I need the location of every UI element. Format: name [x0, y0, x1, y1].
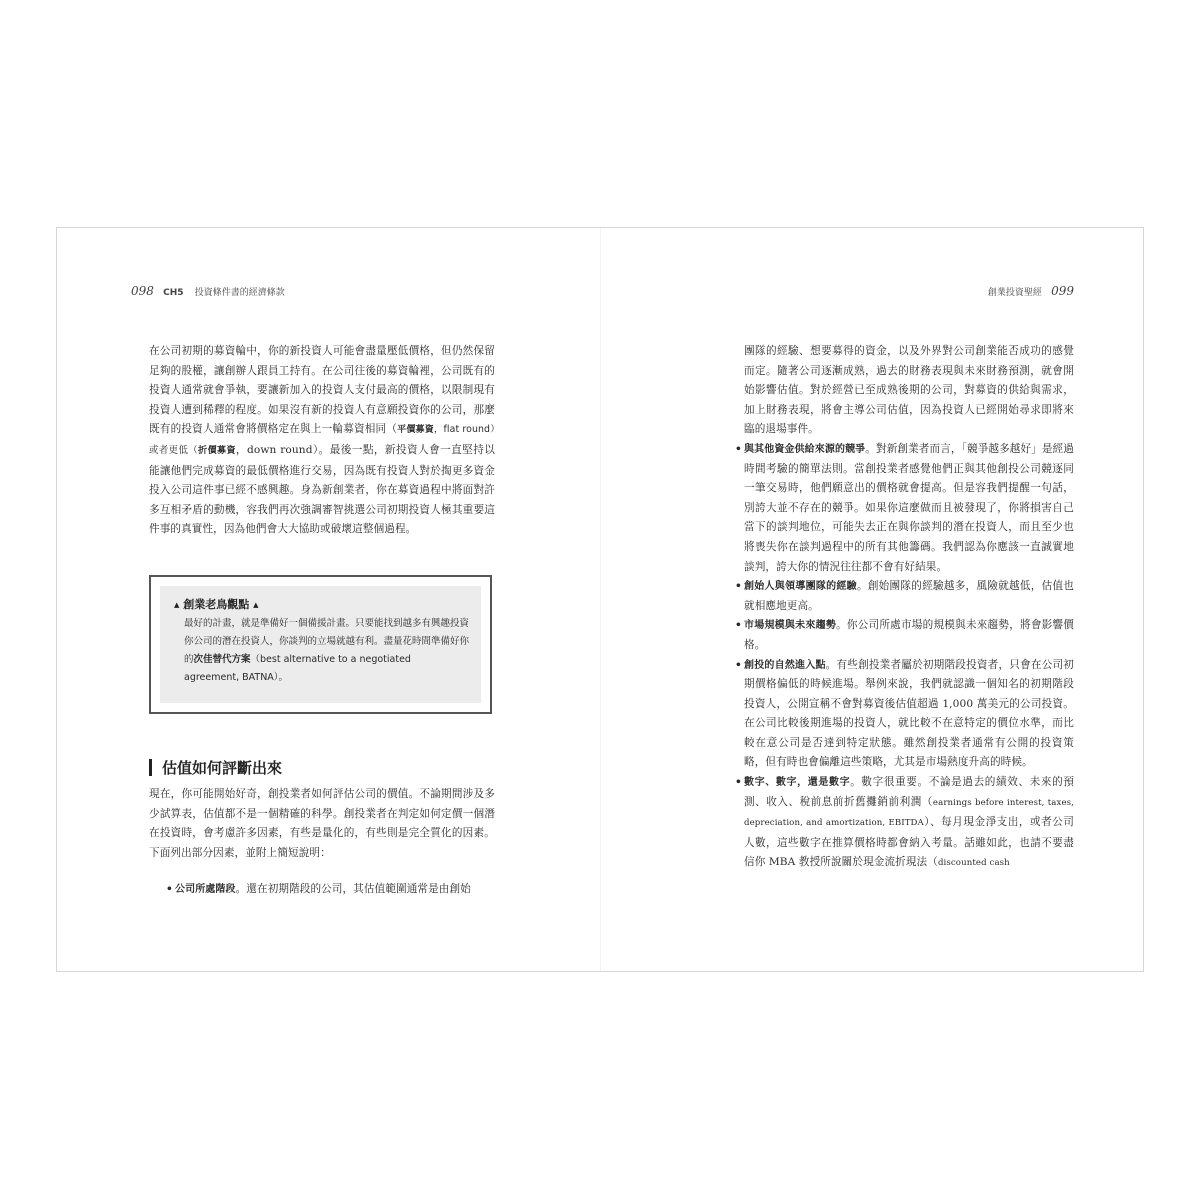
term-flat-round: 平價募資 — [397, 425, 434, 436]
tip-bold-term: 次佳替代方案 — [193, 654, 251, 665]
chapter-label: CH5 — [163, 288, 184, 298]
paragraph-text: ，down round）。最後一點，新投資人會一直堅持以能讓他們完成募資的最低價格進行交易，因為既有投資人對於掏更多資金投入公司這件事已經不感興趣。身為新創業者，你在募資過程中將面對許多互相矛盾的動機，容我們再次強調審智挑選公司初期投資人極其重要這件事的真實性，因為他們會大大協助或破壞這整個過程。 — [149, 443, 495, 536]
list-item — [735, 656, 1074, 774]
right-page-number: 099 — [1051, 284, 1074, 298]
bullet-dot: • — [735, 442, 742, 455]
bullet-dot: • — [735, 619, 742, 632]
list-item — [735, 773, 1075, 874]
left-running-title: 投資條件書的經濟條款 — [194, 288, 285, 298]
triangle-icon: ▲ — [174, 601, 180, 609]
bullet-dot: • — [735, 658, 742, 671]
bullet-text: 。對新創業者而言，「競爭越多越好」是經過時間考驗的簡單法則。當創投業者感覺他們正與其他創投公司競逐同一筆交易時，他們願意出的價格就會提高。但是容我們提醒一句話，別誇大並不存在的競爭。如果你這麼做而且被發現了，你將損害自己當下的談判地位，可能失去正在與你談判的潛在投資人，而且至少也將喪失你在談判過程中的所有其他籌碼。我們認為你應該一直誠實地談判，誇大你的情況往往都不會有好結果。 — [744, 442, 1075, 573]
right-running-header — [988, 284, 1074, 298]
bullet-lead: 市場規模與未來趨勢 — [744, 620, 837, 632]
tip-title-text: 創業老鳥觀點 — [183, 598, 250, 611]
section-heading — [149, 757, 282, 778]
tip-box-inner — [160, 586, 481, 703]
list-item — [735, 440, 1075, 577]
bullet-lead: 創投的自然進入點 — [744, 659, 826, 671]
continuation-paragraph: 團隊的經驗、想要募得的資金，以及外界對公司創業能否成功的感覺而定。隨著公司逐漸成熟，過去的財務表現與未來財務預測，就會開始影響估值。對於經營已至成熟後期的公司，對募資的供給與需求，加上財務表現，將會主導公司估值，因為投資人已經開始尋求即將來臨的退場事件。 — [744, 345, 1074, 436]
bullet-dot: • — [735, 580, 742, 593]
section-title: 估值如何評斷出來 — [162, 759, 283, 777]
left-paragraph-1 — [149, 342, 495, 540]
bullet-text: 。有些創投業者屬於初期階段投資者，只會在公司初期價格偏低的時候進場。舉例來說，我們就認識一個知名的初期階段投資人，公開宣稱不會對募資後估值超過 1,000 萬美元的公司投資。在公司比較後期進場的投資人，就比較不在意特定的價位水準，而比較在意公司是否達到特定狀態。雖然創投業者通常有公開的投資策略，但有時也會偏離這些策略，尤其是市場熱度升高的時候。 — [744, 658, 1074, 769]
bullet-text: 。數字很重要。不論是過去的績效、未來的預測、收入、稅前息前折舊攤銷前利潤（ — [744, 776, 1075, 808]
left-page-number: 098 — [131, 284, 154, 298]
tip-text: 最好的計畫，就是準備好一個備援計畫。只要能找到越多有興趣投資你公司的潛在投資人，你談判的立場就越有利。盡量花時間準備好你的 — [184, 618, 470, 665]
bullet-text: ）、每月現金淨支出，或者公司人數，這些數字在推算價格時都會納入考量。話雖如此，也請不要盡信你 MBA 教授所說關於現金流折現法（ — [744, 816, 1074, 869]
bullet-dot: • — [166, 883, 173, 895]
book-spread — [56, 227, 1144, 972]
bullet-dot: • — [735, 776, 742, 789]
tip-box — [149, 575, 492, 714]
term-down-round: 折價募資 — [198, 445, 236, 456]
tip-text: （best alternative to a negotiated agreement, BATNA）。 — [184, 654, 411, 683]
bullet-text: 。你公司所處市場的規模與未來趨勢，將會影響價格。 — [744, 619, 1075, 651]
english-term: earnings before interest, taxes, depreciation, and amortization, EBITDA — [744, 797, 1074, 829]
bullet-lead: 創始人與領導團隊的經驗 — [744, 581, 857, 593]
english-term: discounted cash — [937, 858, 1010, 869]
list-item — [166, 880, 495, 900]
bullet-lead: 數字、數字，還是數字 — [744, 777, 851, 789]
triangle-icon: ▲ — [253, 601, 259, 609]
bullet-text: 。創始團隊的經驗越多，風險就越低，估值也就相應地更高。 — [744, 580, 1075, 612]
tip-body — [174, 615, 469, 687]
right-running-title: 創業投資聖經 — [987, 288, 1042, 298]
bullet-lead: 公司所處階段 — [175, 884, 236, 895]
bullet-lead: 與其他資金供給來源的競爭 — [744, 443, 866, 455]
left-page — [57, 228, 600, 971]
list-item — [735, 577, 1075, 616]
left-paragraph-2: 現在，你可能開始好奇，創投業者如何評估公司的價值。不論期間涉及多少試算表，估值都不是一個精確的科學。創投業者在判定如何定價一個潛在投資時，會考慮許多因素，有些是量化的，有些則是完全質化的因素。下面列出部分因素，並附上簡短說明： — [149, 788, 495, 859]
right-body — [735, 342, 1075, 874]
list-item — [735, 616, 1075, 655]
section-bar — [149, 759, 152, 776]
bullet-text: 。還在初期階段的公司，其估值範圍通常是由創始 — [235, 883, 471, 895]
tip-title — [174, 596, 469, 612]
paragraph-text: ，flat round）或者更低（ — [149, 424, 495, 456]
paragraph-text: 在公司初期的募資輪中，你的新投資人可能會盡量壓低價格，但仍然保留足夠的股權，讓創辦人跟員工持有。在公司往後的募資輪裡，公司既有的投資人通常就會爭執，要讓新加入的投資人支付最高的價格，以限制現有投資人遭到稀釋的程度。如果沒有新的投資人有意願投資你的公司，那麼既有的投資人通常會將價格定在與上一輪募資相同（ — [149, 345, 495, 436]
right-page — [601, 228, 1144, 971]
left-running-header — [131, 284, 285, 298]
